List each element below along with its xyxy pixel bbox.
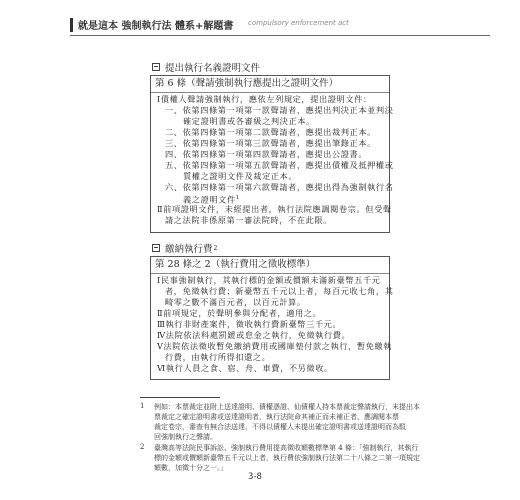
statute-line: 五、依第四條第一項第五款聲請者，應提出債權及抵押權或 — [165, 160, 394, 170]
footnote-line: 例如：本票裁定並附上送達證明、債權憑證、仙債權人持本票裁定聲請執行，未提出本 — [154, 403, 420, 411]
footnote-line: 票裁定之確定證明書或送達證明者，執行法院命其補正而未補正者，應調閱本票 — [154, 413, 399, 421]
footnote-line: 裁定卷宗，審查有無合法送達，不得以債權人未提出確定證明書或送達證明而為駁 — [154, 423, 406, 431]
statute-line: Ⅵ執行人員之食、宿、舟、車費，不另徵收。 — [157, 363, 333, 373]
statute-line: Ⅰ債權人聲請強制執行，應依左列規定，提出證明文件： — [157, 94, 372, 104]
statute-title: 第 6 條（聲請強制執行應提出之證明文件） — [151, 76, 389, 93]
footnote-line: 臺灣高等法院民事訴訟、強制執行費用提高徵收額數標準第 4 條：「強制執行，其執行 — [154, 444, 419, 452]
statute-line: 者，免徵執行費；新臺幣五千元以上者，每百元收七角，其 — [165, 286, 394, 296]
statute-line: 確定證明書或各審級之判決正本。 — [183, 116, 315, 126]
statute-line: 六、依第四條第一項第六款聲請者，應提出得為強制執行名 — [165, 182, 394, 192]
footnote-rule — [140, 397, 220, 398]
statute-title: 第 28 條之 2（執行費用之徵收標準） — [151, 257, 389, 274]
statute-line: 請之法院非係原第一審法院時，不在此限。 — [165, 215, 332, 225]
footnote-number: 2 — [140, 443, 145, 451]
statute-line: 畸零之數不滿百元者，以百元計算。 — [165, 297, 306, 307]
section-heading-text: 提出執行名義證明文件 — [165, 63, 261, 74]
header-accent-bar — [70, 18, 73, 32]
section-box-icon — [152, 244, 160, 252]
footnote-number: 1 — [140, 402, 145, 410]
section-heading-fees — [152, 241, 217, 255]
statute-box-article-6 — [150, 75, 394, 233]
footnote-line: 回強制執行之聲請。 — [154, 433, 217, 441]
statute-line-text: 義之證明文件 — [183, 194, 236, 205]
footnote-ref: 1 — [235, 195, 240, 201]
statute-line: Ⅴ法院依法徵收暫免繳納費用或國庫墊付款之執行，暫免繳執 — [157, 341, 392, 351]
statute-line: 三、依第四條第一項第三款聲請者，應提出筆錄正本。 — [165, 138, 376, 148]
footnote-ref: 2 — [213, 244, 218, 252]
statute-line: Ⅱ前項規定，於聲明參與分配者，適用之。 — [157, 308, 322, 318]
statute-line: Ⅲ執行非財產案件，徵收執行費新臺幣三千元。 — [157, 319, 342, 329]
statute-line: 質權之證明文件及裁定正本。 — [183, 171, 298, 181]
statute-line: 一、依第四條第一項第一款聲請者，應提出判決正本並判決 — [165, 105, 394, 115]
statute-line: Ⅱ前項證明文件，未經提出者，執行法院應調閱卷宗。但受聲 — [157, 204, 392, 214]
statute-line: 行費，由執行所得扣還之。 — [165, 352, 271, 362]
header-title: 就是這本 強制執行法 體系+解題書 — [78, 21, 234, 32]
header-subtitle: compulsory enforcement act — [248, 19, 349, 27]
statute-line: Ⅳ法院依法科處罰鍰或怠金之執行，免徵執行費。 — [157, 330, 351, 340]
statute-line: 二、依第四條第一項第二款聲請者，應提出裁判正本。 — [165, 127, 376, 137]
section-heading-text: 繳納執行費 — [165, 244, 213, 255]
page-number: 3-8 — [248, 472, 262, 482]
statute-line: 四、依第四條第一項第四款聲請者，應提出公證書。 — [165, 149, 368, 159]
section-heading-certificates — [152, 60, 260, 74]
statute-line: Ⅰ民事強制執行，其執行標的金額或價額未滿新臺幣五千元 — [157, 275, 381, 285]
running-header — [70, 14, 490, 36]
footnote-line: 額數，加徵十分之一。」 — [154, 464, 228, 472]
footnote-line: 標的金額或價額新臺幣五千元以上者，執行費依強制執行法第二十八條之二第一項規定 — [154, 454, 420, 462]
header-rule — [70, 35, 490, 36]
statute-box-article-28-2 — [150, 256, 394, 380]
section-box-icon — [152, 63, 160, 71]
